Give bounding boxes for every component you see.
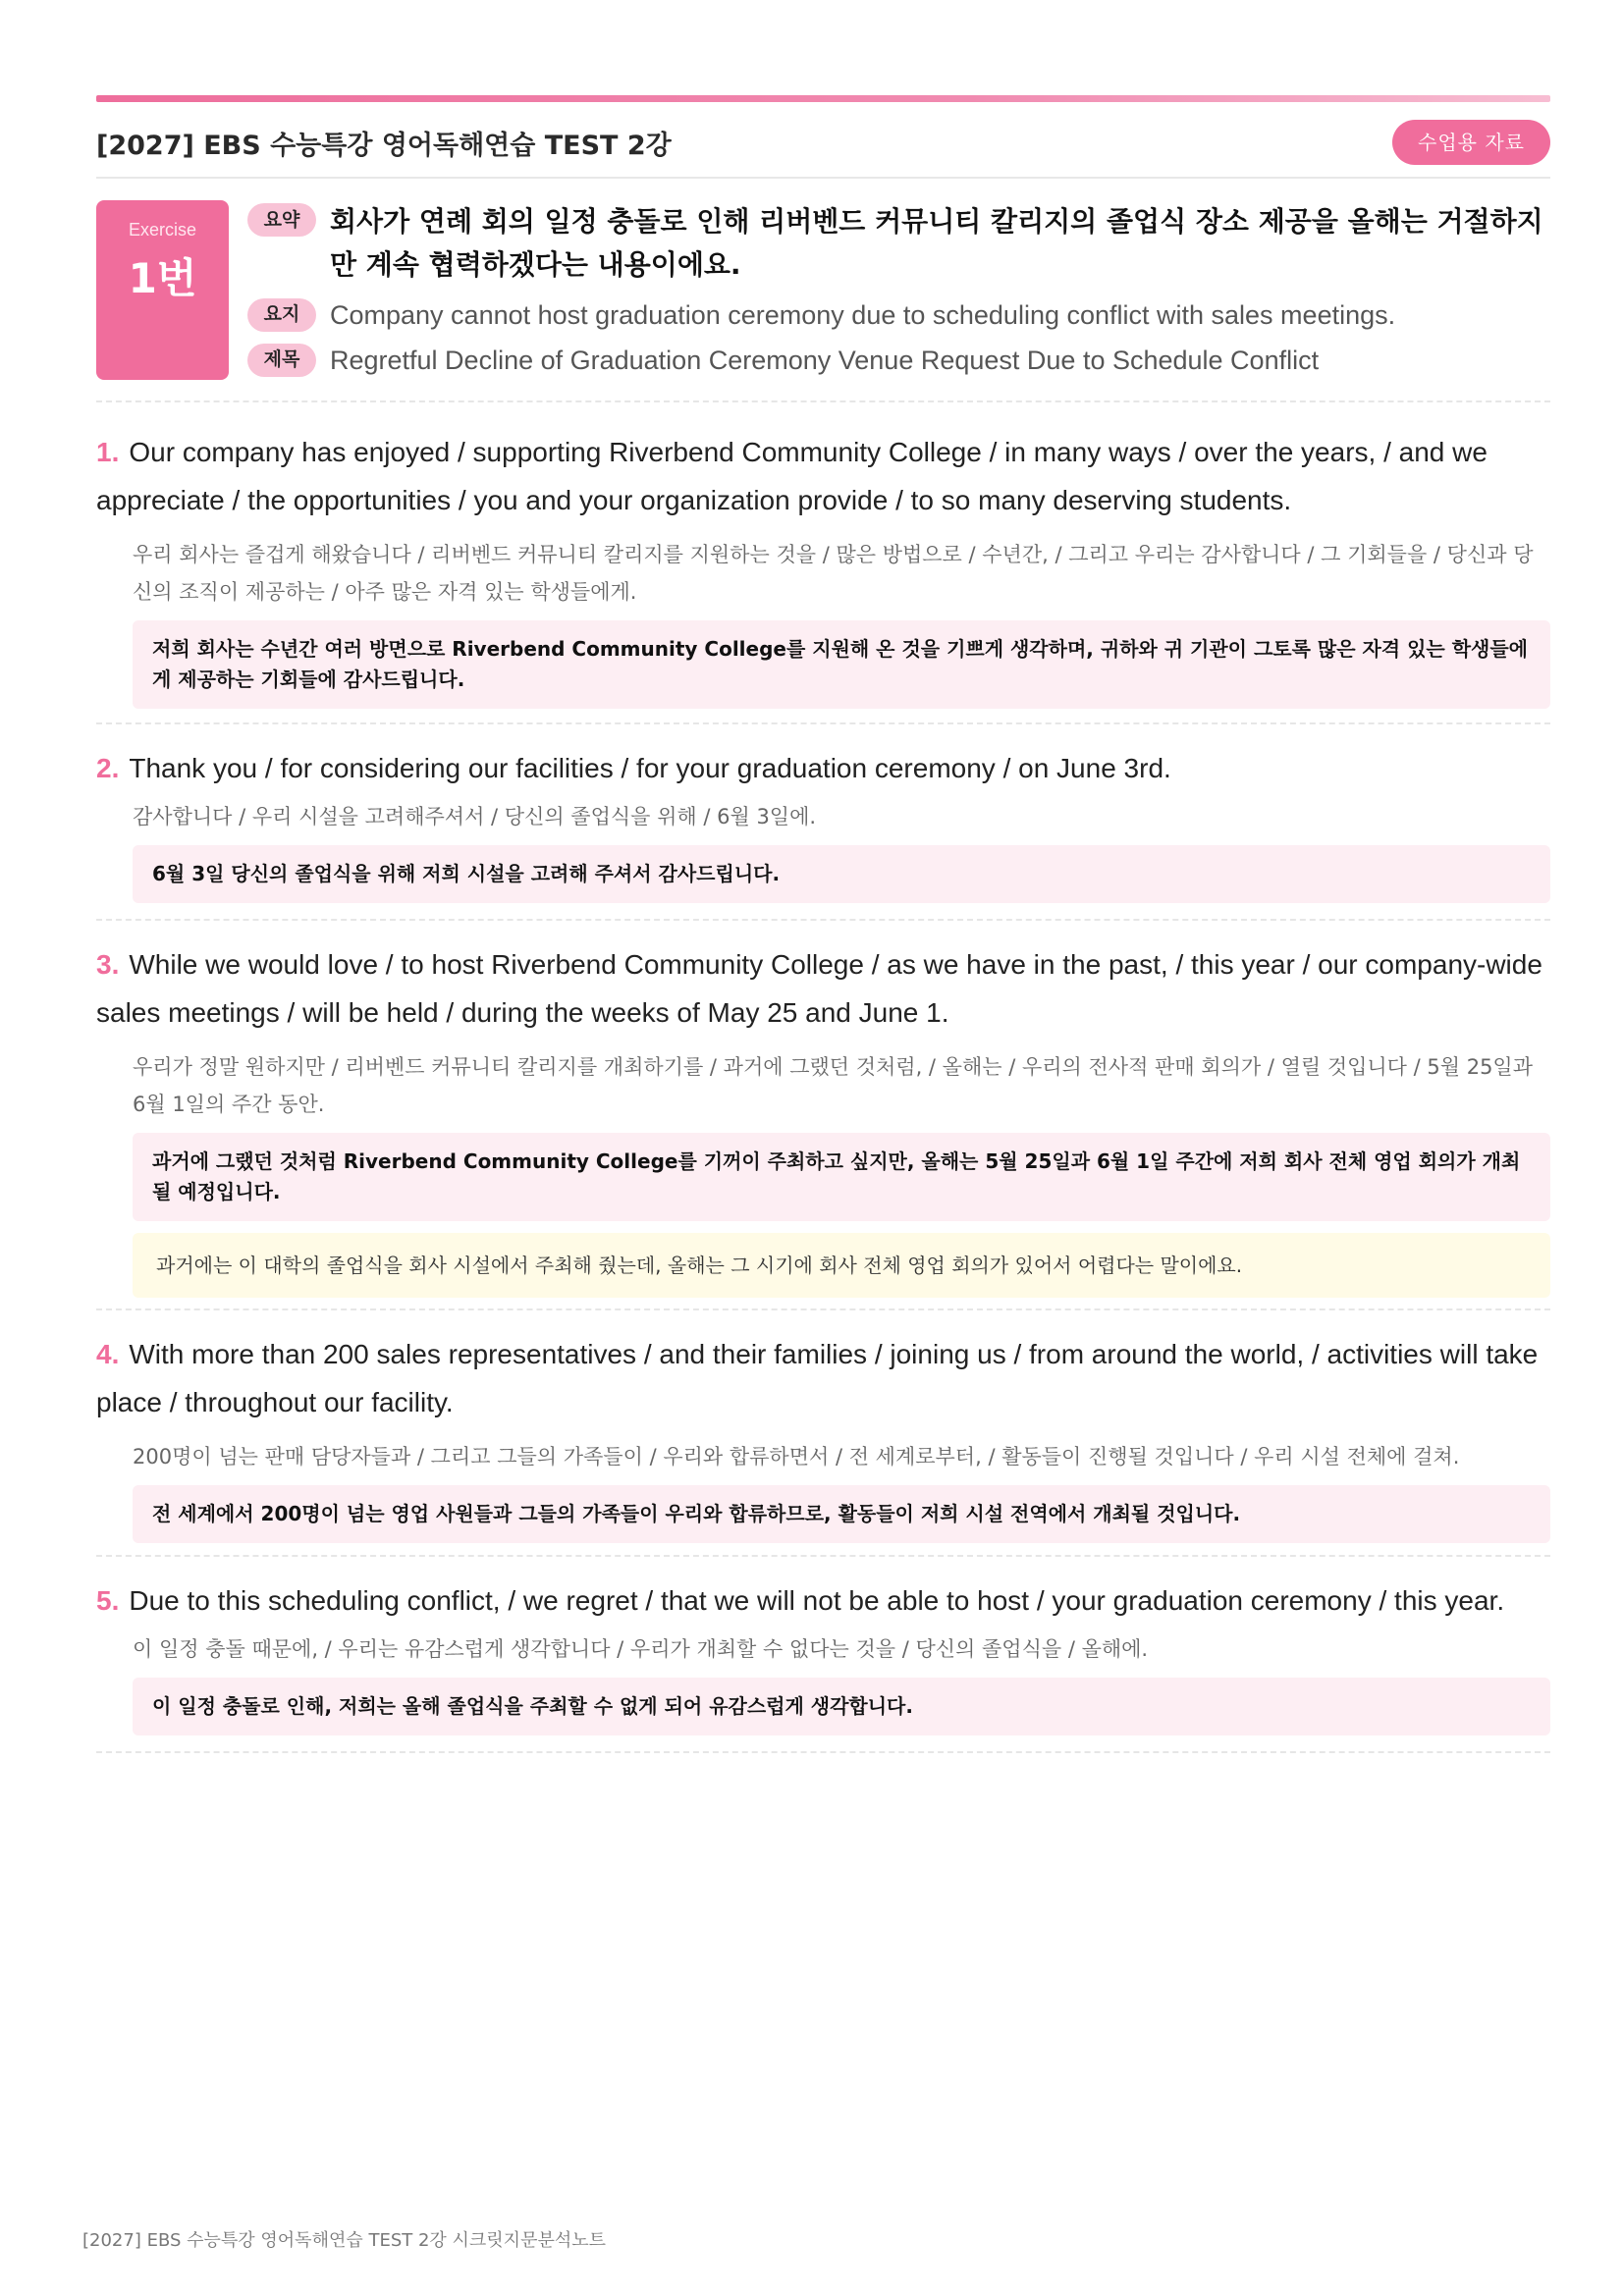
divider [96, 400, 1550, 402]
sentence-text: While we would love / to host Riverbend Community College / as we have in the past, / this year / our company-wide sales meetings / will be held / during the weeks of May 25 and June 1. [96, 949, 1542, 1028]
page-footer: [2027] EBS 수능특강 영어독해연습 TEST 2강 시크릿지문분석노트 [82, 2230, 607, 2251]
title-tag: 제목 [247, 344, 316, 377]
top-accent-bar [96, 95, 1550, 102]
summary-tag: 요약 [247, 203, 316, 237]
gist-tag: 요지 [247, 298, 316, 332]
class-material-badge: 수업용 자료 [1392, 120, 1550, 165]
sentence-text: Our company has enjoyed / supporting Riverbend Community College / in many ways / over the years, / and we appreciate / the opportunities / you and your organization provide / to so many deserving students. [96, 437, 1488, 515]
korean-translation: 전 세계에서 200명이 넘는 영업 사원들과 그들의 가족들이 우리와 합류하므로, 활동들이 저희 시설 전역에서 개최될 것입니다. [133, 1485, 1550, 1543]
korean-translation: 과거에 그랬던 것처럼 Riverbend Community College를 기꺼이 주최하고 싶지만, 올해는 5월 25일과 6월 1일 주간에 저희 회사 전체 영업 회의가 개최될 예정입니다. [133, 1133, 1550, 1221]
korean-translation: 6월 3일 당신의 졸업식을 위해 저희 시설을 고려해 주셔서 감사드립니다. [133, 845, 1550, 903]
exercise-number: 1번 [128, 254, 197, 302]
english-sentence [96, 1576, 1550, 1625]
divider [96, 722, 1550, 724]
exercise-label: Exercise [128, 220, 197, 240]
slash-gloss: 우리 회사는 즐겁게 해왔습니다 / 리버벤드 커뮤니티 칼리지를 지원하는 것을 / 많은 방법으로 / 수년간, / 그리고 우리는 감사합니다 / 그 기회들을 / 당신과 당신의 조직이 제공하는 / 아주 많은 자격 있는 학생들에게. [133, 543, 1534, 604]
gist-row [247, 298, 1553, 332]
divider [96, 1555, 1550, 1557]
sentence-number: 4. [96, 1339, 120, 1369]
slash-gloss: 우리가 정말 원하지만 / 리버벤드 커뮤니티 칼리지를 개최하기를 / 과거에 그랬던 것처럼, / 올해는 / 우리의 전사적 판매 회의가 / 열릴 것입니다 / 5월 25일과 6월 1일의 주간 동안. [133, 1055, 1533, 1116]
page-title: [2027] EBS 수능특강 영어독해연습 TEST 2강 [96, 131, 672, 161]
page-header [96, 120, 1550, 179]
slash-gloss: 감사합니다 / 우리 시설을 고려해주셔서 / 당신의 졸업식을 위해 / 6월 3일에. [133, 805, 817, 828]
english-sentence [96, 744, 1550, 792]
gist-text: Company cannot host graduation ceremony due to scheduling conflict with sales meetings. [330, 300, 1396, 330]
sentence-text: With more than 200 sales representatives / and their families / joining us / from around the world, / activities will take place / throughout our facility. [96, 1339, 1539, 1417]
sentence-item-5 [96, 1576, 1550, 1735]
divider [96, 1751, 1550, 1753]
korean-translation: 이 일정 충돌로 인해, 저희는 올해 졸업식을 주최할 수 없게 되어 유감스럽게 생각합니다. [133, 1678, 1550, 1735]
slash-gloss: 200명이 넘는 판매 담당자들과 / 그리고 그들의 가족들이 / 우리와 합류하면서 / 전 세계로부터, / 활동들이 진행될 것입니다 / 우리 시설 전체에 걸쳐. [133, 1445, 1460, 1468]
title-text: Regretful Decline of Graduation Ceremony Venue Request Due to Schedule Conflict [330, 346, 1320, 375]
exercise-number-box [96, 200, 229, 380]
sentence-item-2 [96, 744, 1550, 903]
slash-gloss: 이 일정 충돌 때문에, / 우리는 유감스럽게 생각합니다 / 우리가 개최할 수 없다는 것을 / 당신의 졸업식을 / 올해에. [133, 1637, 1149, 1661]
divider [96, 919, 1550, 921]
title-row [247, 344, 1553, 377]
sentence-item-3 [96, 940, 1550, 1298]
summary-text: 회사가 연례 회의 일정 충돌로 인해 리버벤드 커뮤니티 칼리지의 졸업식 장소 제공을 올해는 거절하지만 계속 협력하겠다는 내용이에요. [330, 205, 1543, 281]
korean-translation: 저희 회사는 수년간 여러 방면으로 Riverbend Community College를 지원해 온 것을 기쁘게 생각하며, 귀하와 귀 기관이 그토록 많은 자격 있는 학생들에게 제공하는 기회들에 감사드립니다. [133, 620, 1550, 709]
sentence-number: 1. [96, 437, 120, 467]
sentence-item-4 [96, 1330, 1550, 1543]
sentence-number: 5. [96, 1585, 120, 1616]
sentence-item-1 [96, 428, 1550, 709]
english-sentence [96, 1330, 1550, 1426]
sentence-number: 3. [96, 949, 120, 980]
sentence-text: Thank you / for considering our facilities / for your graduation ceremony / on June 3rd. [129, 753, 1171, 783]
sentence-number: 2. [96, 753, 120, 783]
sentence-text: Due to this scheduling conflict, / we regret / that we will not be able to host / your graduation ceremony / this year. [129, 1585, 1505, 1616]
summary-section [247, 200, 1553, 377]
english-sentence [96, 428, 1550, 524]
explanation-note: 과거에는 이 대학의 졸업식을 회사 시설에서 주최해 줬는데, 올해는 그 시기에 회사 전체 영업 회의가 있어서 어렵다는 말이에요. [133, 1233, 1550, 1298]
summary-row [247, 200, 1553, 287]
divider [96, 1308, 1550, 1310]
english-sentence [96, 940, 1550, 1037]
